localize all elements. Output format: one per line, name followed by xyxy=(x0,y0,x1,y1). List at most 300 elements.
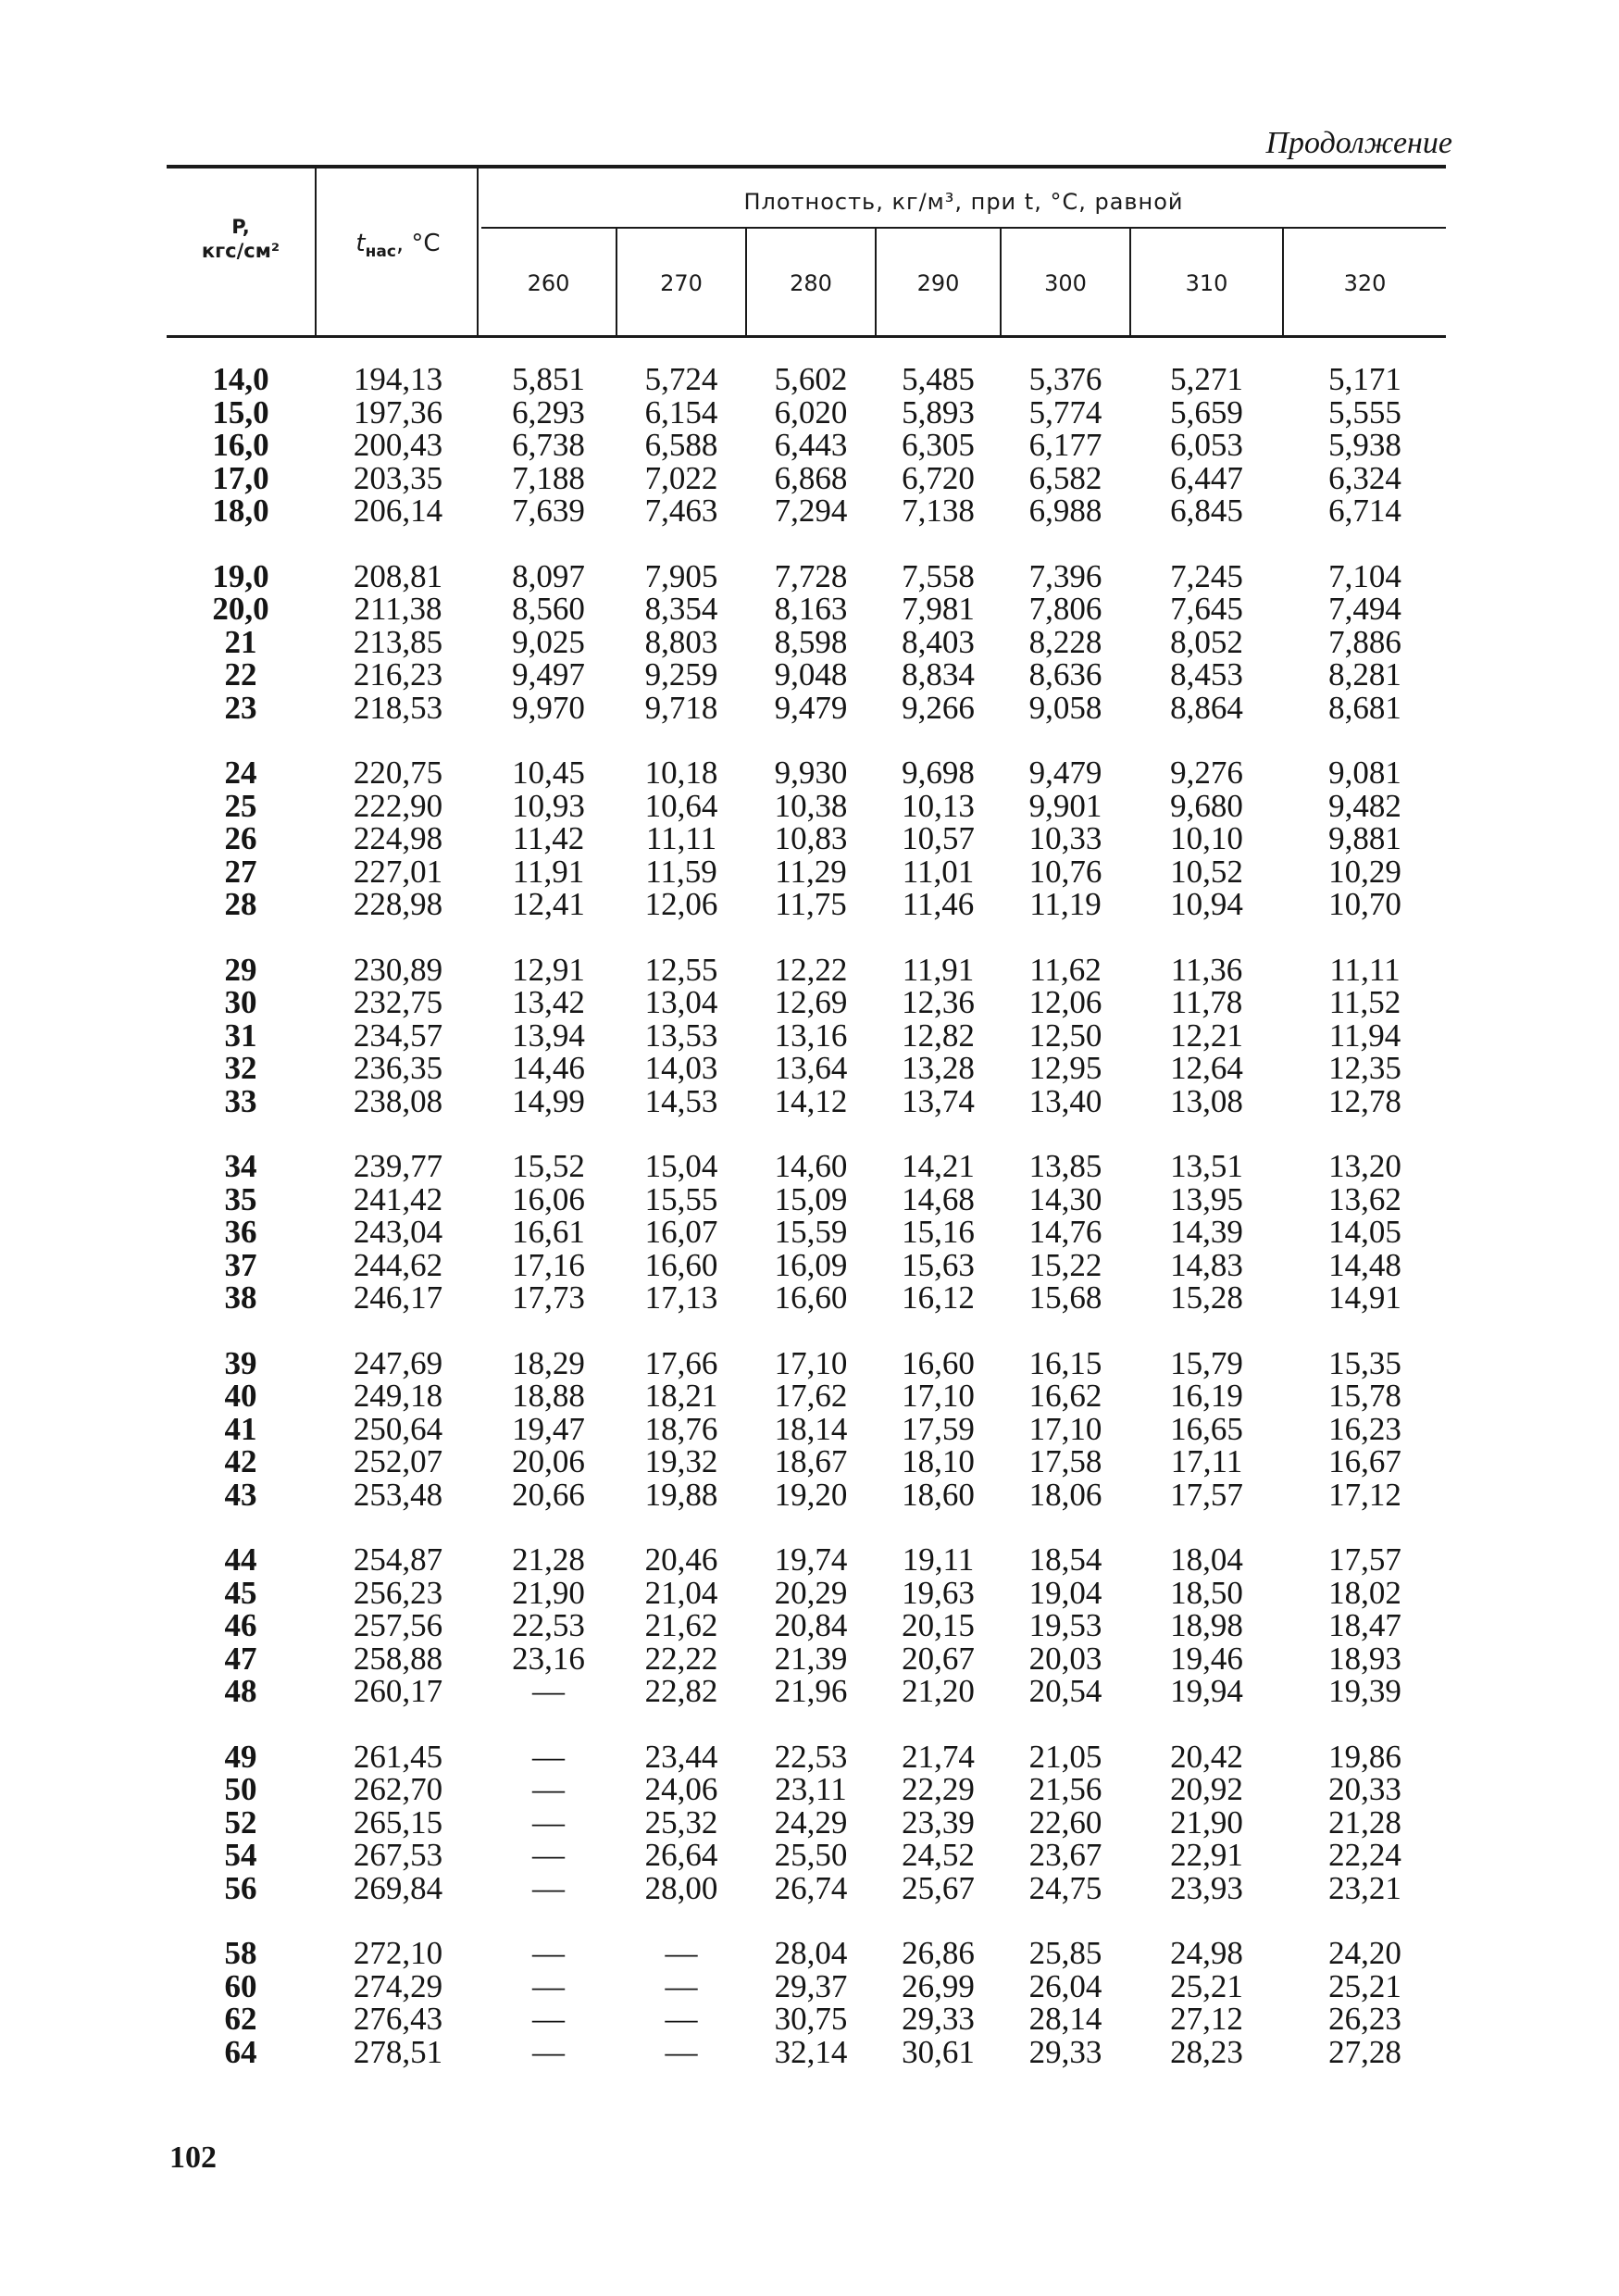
density-cell: 20,67 xyxy=(902,1640,975,1677)
density-cell: 24,20 xyxy=(1328,1935,1401,1971)
density-cell: 13,94 xyxy=(512,1017,585,1054)
density-cell: 10,94 xyxy=(1170,886,1243,922)
saturation-temp-cell: 200,43 xyxy=(353,427,443,463)
saturation-temp-header xyxy=(319,230,477,261)
density-cell: 28,00 xyxy=(644,1869,718,1906)
density-cell: 10,93 xyxy=(512,787,585,824)
density-cell: 18,21 xyxy=(644,1378,718,1414)
density-cell: 21,28 xyxy=(1328,1803,1401,1841)
density-cell: 8,453 xyxy=(1170,656,1243,693)
pressure-cell: 15,0 xyxy=(212,393,269,430)
density-cell: 10,38 xyxy=(774,787,848,824)
pressure-cell: 37 xyxy=(224,1246,257,1283)
density-cell: 23,11 xyxy=(775,1771,847,1807)
density-cell: 13,40 xyxy=(1028,1082,1102,1119)
saturation-temp-cell: 256,23 xyxy=(353,1574,443,1611)
density-cell: 22,91 xyxy=(1170,1837,1243,1873)
saturation-temp-cell: 238,08 xyxy=(353,1082,443,1119)
pressure-cell: 42 xyxy=(224,1443,257,1479)
pressure-cell: 46 xyxy=(224,1607,257,1643)
pressure-cell: 19,0 xyxy=(212,557,269,594)
density-cell: 18,47 xyxy=(1328,1607,1401,1643)
density-cell: 11,11 xyxy=(1329,951,1401,988)
density-cell: 27,12 xyxy=(1170,2001,1243,2037)
saturation-temp-subscript: нас xyxy=(365,243,396,262)
pressure-cell: 22 xyxy=(224,656,257,693)
pressure-cell: 35 xyxy=(224,1180,257,1217)
density-cell: 23,67 xyxy=(1028,1837,1102,1873)
density-cell: 25,85 xyxy=(1028,1935,1102,1971)
density-cell: 17,57 xyxy=(1170,1476,1243,1513)
saturation-temp-cell: 208,81 xyxy=(353,557,443,594)
density-cell: 19,04 xyxy=(1028,1574,1102,1611)
density-cell: 20,15 xyxy=(902,1607,975,1643)
density-cell: 15,55 xyxy=(644,1180,718,1217)
density-cell: 11,19 xyxy=(1029,886,1102,922)
density-cell: 19,46 xyxy=(1170,1640,1243,1677)
density-cell: 8,598 xyxy=(774,623,848,660)
density-cell: 10,13 xyxy=(902,787,975,824)
density-cell: — xyxy=(532,1935,565,1971)
pressure-cell: 44 xyxy=(224,1541,257,1578)
density-cell: 20,46 xyxy=(644,1541,718,1578)
density-cell: 7,104 xyxy=(1328,557,1401,594)
density-cell: 14,68 xyxy=(902,1180,975,1217)
density-cell: 21,20 xyxy=(902,1673,975,1709)
density-cell: 5,271 xyxy=(1170,361,1243,397)
density-cell: 10,76 xyxy=(1028,853,1102,890)
density-cell: 5,774 xyxy=(1028,393,1102,430)
density-cell: 20,92 xyxy=(1170,1771,1243,1807)
density-cell: 18,76 xyxy=(644,1410,718,1447)
density-cell: 5,602 xyxy=(774,361,848,397)
density-cell: 10,70 xyxy=(1328,886,1401,922)
density-cell: 13,53 xyxy=(644,1017,718,1054)
density-cell: 9,881 xyxy=(1328,820,1401,856)
density-cell: 18,02 xyxy=(1328,1574,1401,1611)
density-cell: 29,33 xyxy=(902,2001,975,2037)
density-cell: 5,851 xyxy=(512,361,585,397)
density-cell: 7,245 xyxy=(1170,557,1243,594)
density-cell: 14,39 xyxy=(1170,1214,1243,1250)
density-cell: 5,893 xyxy=(902,393,975,430)
saturation-temp-cell: 258,88 xyxy=(353,1640,443,1677)
density-cell: 12,21 xyxy=(1170,1017,1243,1054)
density-cell: 10,10 xyxy=(1170,820,1243,856)
pressure-cell: 62 xyxy=(224,2001,257,2037)
pressure-cell: 47 xyxy=(224,1640,257,1677)
density-cell: 20,54 xyxy=(1028,1673,1102,1709)
density-cell: 8,228 xyxy=(1028,623,1102,660)
density-cell: 19,86 xyxy=(1328,1738,1401,1775)
density-cell: — xyxy=(665,2033,698,2070)
saturation-temp-cell: 206,14 xyxy=(353,493,443,529)
pressure-cell: 20,0 xyxy=(212,591,269,627)
density-cell: 12,95 xyxy=(1028,1050,1102,1086)
density-cell: 6,868 xyxy=(774,459,848,496)
density-cell: 24,98 xyxy=(1170,1935,1243,1971)
pressure-cell: 29 xyxy=(224,951,257,988)
density-cell: 14,53 xyxy=(644,1082,718,1119)
density-cell: 8,163 xyxy=(774,591,848,627)
density-cell: 9,048 xyxy=(774,656,848,693)
density-cell: 21,62 xyxy=(644,1607,718,1643)
density-cell: 25,32 xyxy=(644,1803,718,1841)
density-cell: 17,62 xyxy=(774,1378,848,1414)
density-cell: 12,78 xyxy=(1328,1082,1401,1119)
density-cell: 17,10 xyxy=(1028,1410,1102,1447)
density-cell: 11,36 xyxy=(1170,951,1243,988)
saturation-temp-cell: 249,18 xyxy=(353,1378,443,1414)
density-cell: 13,42 xyxy=(512,984,585,1020)
density-cell: 5,938 xyxy=(1328,427,1401,463)
density-cell: 8,354 xyxy=(644,591,718,627)
density-cell: 13,64 xyxy=(774,1050,848,1086)
density-cell: 17,66 xyxy=(644,1344,718,1381)
density-cell: 14,48 xyxy=(1328,1246,1401,1283)
density-cell: 11,75 xyxy=(775,886,847,922)
density-cell: 12,06 xyxy=(1028,984,1102,1020)
density-cell: 7,981 xyxy=(902,591,975,627)
density-cell: 28,14 xyxy=(1028,2001,1102,2037)
density-cell: 17,57 xyxy=(1328,1541,1401,1578)
pressure-cell: 36 xyxy=(224,1214,257,1250)
density-cell: 9,266 xyxy=(902,689,975,726)
density-cell: 20,33 xyxy=(1328,1771,1401,1807)
saturation-temp-cell: 272,10 xyxy=(353,1935,443,1971)
density-cell: 26,04 xyxy=(1028,1967,1102,2004)
density-cell: 10,45 xyxy=(512,755,585,791)
density-cell: 11,42 xyxy=(512,820,585,856)
saturation-temp-cell: 243,04 xyxy=(353,1214,443,1250)
header-bottom-rule xyxy=(167,335,1446,338)
density-cell: 21,90 xyxy=(512,1574,585,1611)
density-cell: 10,33 xyxy=(1028,820,1102,856)
density-cell: 5,171 xyxy=(1328,361,1401,397)
density-cell: 17,16 xyxy=(512,1246,585,1283)
density-cell: 16,60 xyxy=(902,1344,975,1381)
density-cell: 10,18 xyxy=(644,755,718,791)
density-cell: 18,54 xyxy=(1028,1541,1102,1578)
density-cell: — xyxy=(532,1869,565,1906)
density-cell: 9,718 xyxy=(644,689,718,726)
density-cell: 6,714 xyxy=(1328,493,1401,529)
col-divider xyxy=(315,168,317,335)
density-cell: 15,28 xyxy=(1170,1279,1243,1316)
density-cell: 7,463 xyxy=(644,493,718,529)
density-cell: 12,55 xyxy=(644,951,718,988)
saturation-temp-cell: 218,53 xyxy=(353,689,443,726)
density-cell: 23,93 xyxy=(1170,1869,1243,1906)
density-cell: 10,57 xyxy=(902,820,975,856)
density-cell: 7,886 xyxy=(1328,623,1401,660)
saturation-temp-cell: 211,38 xyxy=(354,591,442,627)
pressure-cell: 39 xyxy=(224,1344,257,1381)
density-cell: 15,79 xyxy=(1170,1344,1243,1381)
density-cell: 14,46 xyxy=(512,1050,585,1086)
density-cell: 16,61 xyxy=(512,1214,585,1250)
density-cell: 25,67 xyxy=(902,1869,975,1906)
density-cell: 22,53 xyxy=(512,1607,585,1643)
density-cell: 17,10 xyxy=(774,1344,848,1381)
saturation-temp-cell: 247,69 xyxy=(353,1344,443,1381)
density-cell: 14,05 xyxy=(1328,1214,1401,1250)
saturation-temp-cell: 252,07 xyxy=(353,1443,443,1479)
density-cell: 9,901 xyxy=(1028,787,1102,824)
density-cell: 17,11 xyxy=(1170,1443,1243,1479)
density-cell: 28,04 xyxy=(774,1935,848,1971)
density-cell: — xyxy=(532,2033,565,2070)
pressure-cell: 64 xyxy=(224,2033,257,2070)
saturation-temp-cell: 278,51 xyxy=(353,2033,443,2070)
density-cell: 6,324 xyxy=(1328,459,1401,496)
density-cell: 9,680 xyxy=(1170,787,1243,824)
density-cell: 21,04 xyxy=(644,1574,718,1611)
density-cell: 9,479 xyxy=(774,689,848,726)
pressure-cell: 52 xyxy=(224,1803,257,1841)
density-cell: 28,23 xyxy=(1170,2033,1243,2070)
density-cell: 15,16 xyxy=(902,1214,975,1250)
density-cell: 19,94 xyxy=(1170,1673,1243,1709)
density-cell: 6,738 xyxy=(512,427,585,463)
density-cell: 6,988 xyxy=(1028,493,1102,529)
pressure-cell: 17,0 xyxy=(212,459,269,496)
density-cell: 9,698 xyxy=(902,755,975,791)
density-cell: 20,66 xyxy=(512,1476,585,1513)
saturation-temp-cell: 213,85 xyxy=(353,623,443,660)
density-cell: 9,025 xyxy=(512,623,585,660)
saturation-temp-cell: 253,48 xyxy=(353,1476,443,1513)
density-cell: 9,081 xyxy=(1328,755,1401,791)
density-cell: 15,52 xyxy=(512,1148,585,1184)
pressure-cell: 43 xyxy=(224,1476,257,1513)
density-cell: 18,88 xyxy=(512,1378,585,1414)
table-top-rule xyxy=(167,165,1446,168)
density-cell: 9,930 xyxy=(774,755,848,791)
density-cell: 7,728 xyxy=(774,557,848,594)
density-cell: 11,91 xyxy=(512,853,585,890)
density-cell: 11,52 xyxy=(1328,984,1401,1020)
density-cell: 9,276 xyxy=(1170,755,1243,791)
density-cell: 8,560 xyxy=(512,591,585,627)
pressure-cell: 30 xyxy=(224,984,257,1020)
density-cell: 17,12 xyxy=(1328,1476,1401,1513)
density-cell: 13,51 xyxy=(1170,1148,1243,1184)
density-cell: 12,91 xyxy=(512,951,585,988)
density-cell: 26,99 xyxy=(902,1967,975,2004)
density-cell: 8,864 xyxy=(1170,689,1243,726)
saturation-temp-cell: 194,13 xyxy=(353,361,443,397)
density-cell: 30,75 xyxy=(774,2001,848,2037)
density-cell: 13,95 xyxy=(1170,1180,1243,1217)
density-cell: 6,588 xyxy=(644,427,718,463)
density-cell: 21,05 xyxy=(1028,1738,1102,1775)
density-cell: 8,834 xyxy=(902,656,975,693)
pressure-cell: 27 xyxy=(224,853,257,890)
density-cell: 16,65 xyxy=(1170,1410,1243,1447)
saturation-temp-cell: 246,17 xyxy=(353,1279,443,1316)
density-cell: 6,582 xyxy=(1028,459,1102,496)
density-cell: 14,91 xyxy=(1328,1279,1401,1316)
pressure-cell: 24 xyxy=(224,755,257,791)
saturation-temp-cell: 262,70 xyxy=(353,1771,443,1807)
density-cell: 18,93 xyxy=(1328,1640,1401,1677)
density-cell: 23,21 xyxy=(1328,1869,1401,1906)
saturation-temp-cell: 239,77 xyxy=(353,1148,443,1184)
density-cell: 23,39 xyxy=(902,1803,975,1841)
density-cell: 16,67 xyxy=(1328,1443,1401,1479)
pressure-cell: 33 xyxy=(224,1082,257,1119)
temp-col-header-280: 280 xyxy=(790,270,832,296)
density-cell: 7,905 xyxy=(644,557,718,594)
pressure-header-text: P, кгс/см² xyxy=(201,216,280,262)
saturation-temp-cell: 250,64 xyxy=(353,1410,443,1447)
density-cell: — xyxy=(532,1803,565,1841)
density-cell: 5,376 xyxy=(1028,361,1102,397)
density-cell: 19,53 xyxy=(1028,1607,1102,1643)
density-cell: 16,60 xyxy=(774,1279,848,1316)
pressure-cell: 16,0 xyxy=(212,427,269,463)
density-cell: 14,76 xyxy=(1028,1214,1102,1250)
pressure-cell: 49 xyxy=(224,1738,257,1775)
density-cell: 12,69 xyxy=(774,984,848,1020)
density-group-rule xyxy=(481,227,1446,229)
saturation-temp-cell: 244,62 xyxy=(353,1246,443,1283)
density-cell: 6,020 xyxy=(774,393,848,430)
density-cell: 20,84 xyxy=(774,1607,848,1643)
density-cell: 22,22 xyxy=(644,1640,718,1677)
density-cell: 18,04 xyxy=(1170,1541,1243,1578)
saturation-temp-cell: 230,89 xyxy=(353,951,443,988)
density-cell: 8,636 xyxy=(1028,656,1102,693)
density-cell: 7,294 xyxy=(774,493,848,529)
density-cell: 7,558 xyxy=(902,557,975,594)
col-divider xyxy=(477,168,479,335)
continuation-label: Продолжение xyxy=(1265,126,1452,160)
saturation-temp-cell: 220,75 xyxy=(353,755,443,791)
density-cell: 9,058 xyxy=(1028,689,1102,726)
density-cell: 17,73 xyxy=(512,1279,585,1316)
density-cell: 18,60 xyxy=(902,1476,975,1513)
density-cell: 19,63 xyxy=(902,1574,975,1611)
pressure-cell: 31 xyxy=(224,1017,257,1054)
density-cell: 8,281 xyxy=(1328,656,1401,693)
saturation-temp-cell: 232,75 xyxy=(353,984,443,1020)
pressure-cell: 26 xyxy=(224,820,257,856)
saturation-temp-cell: 197,36 xyxy=(353,393,443,430)
temp-col-header-260: 260 xyxy=(527,270,570,296)
density-cell: 15,63 xyxy=(902,1246,975,1283)
density-cell: 6,443 xyxy=(774,427,848,463)
density-cell: 9,479 xyxy=(1028,755,1102,791)
density-cell: 19,88 xyxy=(644,1476,718,1513)
density-cell: 18,98 xyxy=(1170,1607,1243,1643)
density-cell: 19,47 xyxy=(512,1410,585,1447)
temp-col-header-270: 270 xyxy=(660,270,703,296)
density-cell: 11,59 xyxy=(645,853,717,890)
density-cell: — xyxy=(532,1738,565,1775)
saturation-temp-cell: 265,15 xyxy=(353,1803,443,1841)
density-cell: 16,07 xyxy=(644,1214,718,1250)
density-cell: 21,90 xyxy=(1170,1803,1243,1841)
saturation-temp-cell: 227,01 xyxy=(353,853,443,890)
density-cell: 14,21 xyxy=(902,1148,975,1184)
density-cell: 13,28 xyxy=(902,1050,975,1086)
density-cell: 21,96 xyxy=(774,1673,848,1709)
density-cell: 17,59 xyxy=(902,1410,975,1447)
density-cell: 11,94 xyxy=(1328,1017,1401,1054)
density-cell: 9,497 xyxy=(512,656,585,693)
pressure-cell: 25 xyxy=(224,787,257,824)
temp-col-header-290: 290 xyxy=(916,270,960,296)
pressure-cell: 38 xyxy=(224,1279,257,1316)
density-cell: 15,68 xyxy=(1028,1279,1102,1316)
pressure-cell: 56 xyxy=(224,1869,257,1906)
density-cell: 6,154 xyxy=(644,393,718,430)
pressure-cell: 50 xyxy=(224,1771,257,1807)
density-cell: 18,29 xyxy=(512,1344,585,1381)
density-cell: 7,022 xyxy=(644,459,718,496)
density-cell: 17,13 xyxy=(644,1279,718,1316)
density-cell: 26,64 xyxy=(644,1837,718,1873)
saturation-temp-cell: 241,42 xyxy=(353,1180,443,1217)
density-cell: 16,15 xyxy=(1028,1344,1102,1381)
density-cell: 13,74 xyxy=(902,1082,975,1119)
density-cell: 24,06 xyxy=(644,1771,718,1807)
density-cell: 6,293 xyxy=(512,393,585,430)
density-cell: 25,50 xyxy=(774,1837,848,1873)
density-cell: 12,82 xyxy=(902,1017,975,1054)
density-cell: 22,24 xyxy=(1328,1837,1401,1873)
saturation-temp-cell: 267,53 xyxy=(353,1837,443,1873)
density-cell: 14,83 xyxy=(1170,1246,1243,1283)
saturation-temp-cell: 261,45 xyxy=(353,1738,443,1775)
density-cell: 22,60 xyxy=(1028,1803,1102,1841)
density-cell: 15,22 xyxy=(1028,1246,1102,1283)
density-cell: 5,485 xyxy=(902,361,975,397)
density-cell: 14,12 xyxy=(774,1082,848,1119)
density-cell: 25,21 xyxy=(1170,1967,1243,2004)
saturation-temp-cell: 216,23 xyxy=(353,656,443,693)
temp-col-header-320: 320 xyxy=(1343,270,1387,296)
pressure-cell: 21 xyxy=(224,623,257,660)
density-cell: 12,22 xyxy=(774,951,848,988)
density-cell: 29,33 xyxy=(1028,2033,1102,2070)
density-cell: 11,91 xyxy=(902,951,975,988)
density-cell: 21,74 xyxy=(902,1738,975,1775)
density-cell: 6,447 xyxy=(1170,459,1243,496)
saturation-temp-cell: 269,84 xyxy=(353,1869,443,1906)
density-cell: 8,097 xyxy=(512,557,585,594)
density-cell: 29,37 xyxy=(774,1967,848,2004)
density-cell: 18,06 xyxy=(1028,1476,1102,1513)
pressure-cell: 45 xyxy=(224,1574,257,1611)
saturation-temp-cell: 257,56 xyxy=(353,1607,443,1643)
pressure-cell: 34 xyxy=(224,1148,257,1184)
density-cell: 14,99 xyxy=(512,1082,585,1119)
density-cell: 12,06 xyxy=(644,886,718,922)
density-cell: 19,32 xyxy=(644,1443,718,1479)
density-cell: — xyxy=(532,1837,565,1873)
density-cell: — xyxy=(532,1673,565,1709)
density-cell: 11,46 xyxy=(902,886,975,922)
density-cell: 17,58 xyxy=(1028,1443,1102,1479)
density-cell: 9,259 xyxy=(644,656,718,693)
density-cell: 18,10 xyxy=(902,1443,975,1479)
pressure-cell: 41 xyxy=(224,1410,257,1447)
density-cell: 6,053 xyxy=(1170,427,1243,463)
density-cell: 15,09 xyxy=(774,1180,848,1217)
